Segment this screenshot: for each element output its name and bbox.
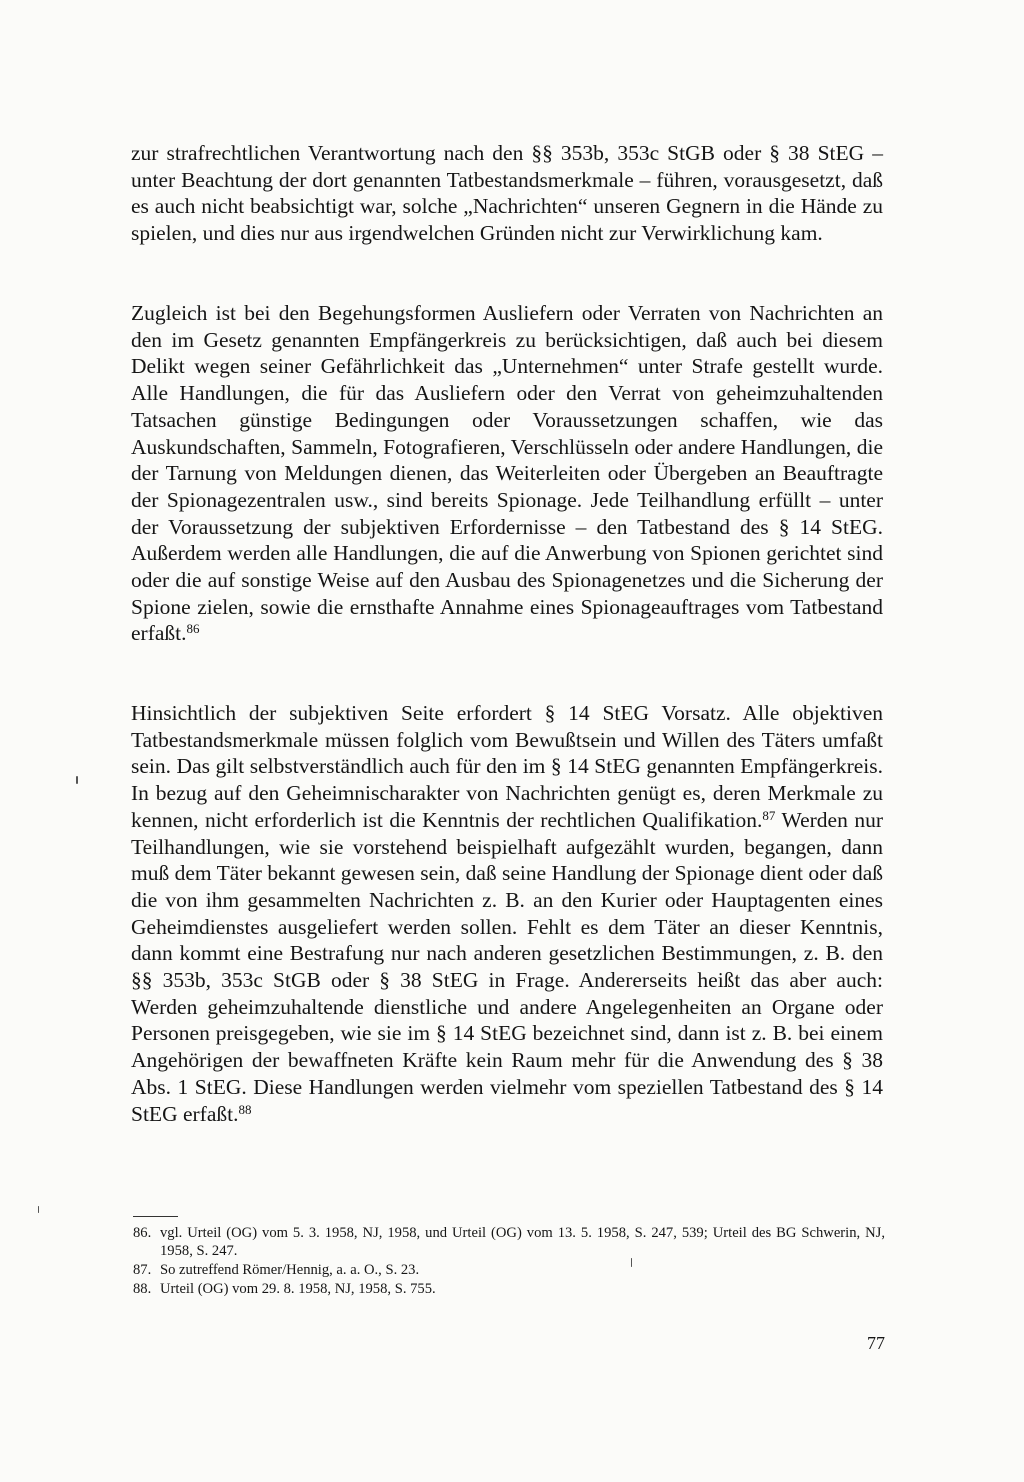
scan-speck <box>631 1258 632 1267</box>
footnote-number: 87. <box>133 1262 152 1278</box>
body-paragraph-3 <box>131 700 883 1127</box>
footnote-number: 88. <box>133 1281 152 1297</box>
footnote-text: vgl. Urteil (OG) vom 5. 3. 1958, NJ, 1958, und Urteil (OG) vom 13. 5. 1958, S. 247, 539; Urteil des BG Schwerin, NJ, 1958, S. 247. <box>160 1225 885 1259</box>
paragraph-2-text: Zugleich ist bei den Begehungsformen Ausliefern oder Verraten von Nachrichten an den im Gesetz genannten Empfängerkreis zu berücksichtigen, daß auch bei diesem Delikt wegen seiner Gefährlichkeit das „Unternehmen“ unter Strafe gestellt wurde. Alle Handlungen, die für das Ausliefern oder den Verrat von geheimzuhaltenden Tatsachen günstige Bedingungen oder Voraussetzungen schaffen, wie das Auskundschaften, Sammeln, Fotografieren, Verschlüsseln oder andere Handlungen, die der Tarnung von Meldungen dienen, das Weiterleiten oder Übergeben an Beauftragte der Spionagezentralen usw., sind bereits Spionage. Jede Teilhandlung erfüllt – unter der Voraussetzung der subjektiven Erfordernisse – den Tatbestand des § 14 StEG. Außerdem werden alle Handlungen, die auf die Anwerbung von Spionen gerichtet sind oder die auf sonstige Weise auf den Ausbau des Spionagenetzes und die Sicherung der Spione zielen, sowie die ernsthafte Annahme eines Spionageauftrages vom Tatbestand erfaßt. <box>131 301 883 646</box>
page-number: 77 <box>867 1333 885 1353</box>
body-paragraph-2 <box>131 300 883 647</box>
body-paragraph-1 <box>131 140 883 247</box>
footnote-ref-88[interactable]: 88 <box>238 1101 252 1117</box>
footnote-ref-86[interactable]: 86 <box>186 621 200 637</box>
footnote-88 <box>133 1280 885 1298</box>
paragraph-3-text-b: Werden nur Teilhandlungen, wie sie vorstehend beispielhaft aufgezählt wurden, begangen, dann muß dem Täter bekannt gewesen sein, daß seine Handlung der Spionage dient oder daß die von ihm gesammelten Nachrichten z. B. an den Kurier oder Hauptagenten eines Geheimdienstes ausgeliefert werden sollen. Fehlt es dem Täter an dieser Kenntnis, dann kommt eine Bestrafung nur nach anderen gesetzlichen Bestimmungen, z. B. den §§ 353b, 353c StGB oder § 38 StEG in Frage. Andererseits heißt das aber auch: Werden geheimzuhaltende dienstliche und andere Angelegenheiten an Organe oder Personen preisgegeben, wie sie im § 14 StEG bezeichnet sind, dann ist z. B. bei einem Angehörigen der bewaffneten Kräfte kein Raum mehr für die Anwendung des § 38 Abs. 1 StEG. Diese Handlungen werden vielmehr vom speziellen Tatbestand des § 14 StEG erfaßt. <box>131 807 884 1126</box>
paragraph-3-text-a: Hinsichtlich der subjektiven Seite erfordert § 14 StEG Vorsatz. Alle objektiven Tatbestandsmerkmale müssen folglich vom Bewußtsein und Willen des Täters umfaßt sein. Das gilt selbstverständlich auch für den im § 14 StEG genannten Empfängerkreis. In bezug auf den Geheimnischarakter von Nachrichten genügt es, deren Merkmale zu kennen, nicht erforderlich ist die Kenntnis der rechtlichen Qualifikation. <box>131 701 883 832</box>
footnote-divider <box>133 1216 178 1217</box>
footnotes-list <box>133 1224 885 1299</box>
paragraph-1-text: zur strafrechtlichen Verantwortung nach den §§ 353b, 353c StGB oder § 38 StEG – unter Beachtung der dort genannten Tatbestandsmerkmale – führen, vorausgesetzt, daß es auch nicht beabsichtigt war, solche „Nachrichten“ unseren Gegnern in die Hände zu spielen, und dies nur aus irgendwelchen Gründen nicht zur Verwirklichung kam. <box>131 141 883 246</box>
footnote-86 <box>133 1224 885 1260</box>
footnote-text: So zutreffend Römer/Hennig, a. a. O., S. 23. <box>160 1262 420 1278</box>
scan-speck <box>76 776 78 784</box>
footnote-87 <box>133 1261 885 1279</box>
footnote-ref-87[interactable]: 87 <box>762 807 776 823</box>
footnote-number: 86. <box>133 1225 152 1241</box>
footnote-text: Urteil (OG) vom 29. 8. 1958, NJ, 1958, S. 755. <box>160 1281 436 1297</box>
scan-speck <box>38 1206 39 1213</box>
